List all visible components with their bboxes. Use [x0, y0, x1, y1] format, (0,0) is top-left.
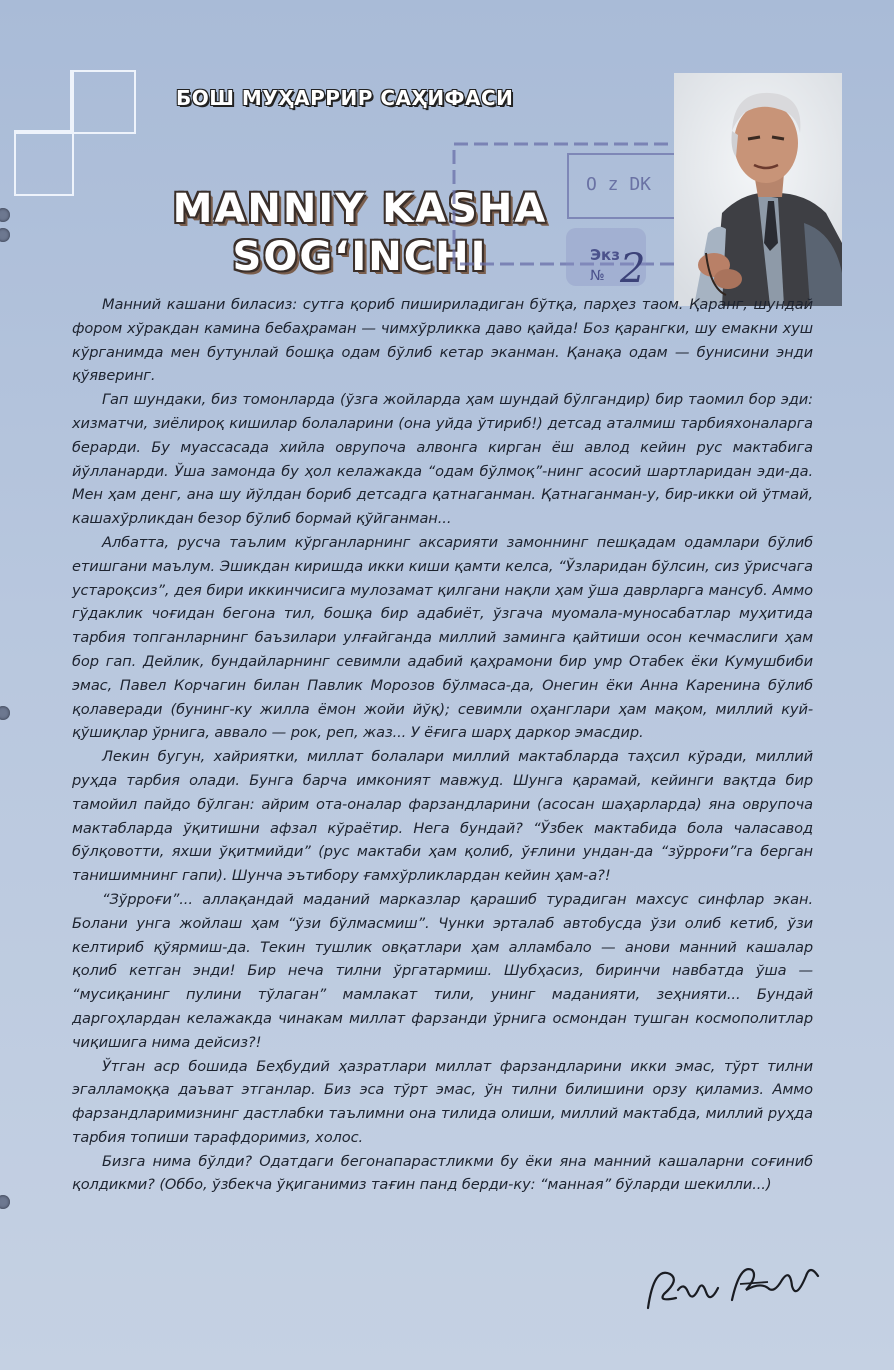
binder-hole: [0, 706, 10, 720]
binder-hole: [0, 208, 10, 222]
article-paragraph: Лекин бугун, хайриятки, миллат болалари миллий мактабларда таҳсил кўради, миллий руҳда тарбия олади. Бунга барча имконият мавжуд. Шунга қарамай, кейинги вақтда бир тамойил пайдо бўлган: айрим ота-оналар фарзандларини (асосан шаҳарларда) яна оврупоча мактабларда ўқитишни афзал кўраётир. Нега бундай? “Ўзбек мактабида бола чаласавод бўлқовотти, яхши ўқитмийди” (рус мактаби ҳам қолиб, ўғлини ундан-да “зўрроғи”га берган танишимнинг гапи). Шунча эътибору ғамхўрликлардан кейин ҳам-а?!: [72, 748, 813, 885]
article-paragraph: Ўтган аср бошида Беҳбудий ҳазратлари миллат фарзандларини икки эмас, тўрт тилни эгалламоққа даъват этганлар. Биз эса тўрт эмас, ўн тилни билишини орзу қиламиз. Аммо фарзандларимизнинг дастлабки таълимни она тилида олиши, миллий мактабда, миллий руҳда тарбия топиши тарафдоримиз, холос.: [72, 1057, 813, 1146]
article-title-line1: MANNIY KASHA: [172, 186, 548, 232]
binder-hole: [0, 1195, 10, 1209]
decorative-squares: [14, 70, 136, 195]
author-signature: [640, 1246, 830, 1326]
library-stamp: [450, 110, 710, 295]
section-label: БОШ МУҲАРРИР САҲИФАСИ: [176, 86, 514, 110]
stamp-handwritten-number: 2: [620, 246, 646, 292]
stamp-no-label: №: [590, 268, 605, 284]
article-paragraph: Албатта, русча таълим кўрганларнинг аксарияти замоннинг пешқадам одамлари бўлиб етишгани маълум. Эшикдан киришда икки киши қамти келса, “Ўзларидан бўлсин, сиз ўрисчага устароқсиз”, дея бири иккинчисига мулозамат қилгани нақли ҳам ўша даврларга мансуб. Аммо гўдаклик чоғидан бегона тил, бошқа бир адабиёт, ўзгача муомала-муносабатлар муҳитида тарбия топганларнинг баъзилари улғайганда миллий заминга қайтиши осон кечмаслиги ҳам бор гап. Дейлик, бундайларнинг севимли адабий қаҳрамони бир умр Отабек ёки Кумушбиби эмас, Павел Корчагин билан Павлик Морозов бўлмаса-да, Онегин ёки Анна Каренина бўлиб қолаверади (бунинг-ку жилла ёмон жойи йўқ); севимли оҳанглари ҳам мақом, миллий куй-қўшиқлар ўрнига, аввало — рок, реп, жаз... У ёғига шарҳ даркор эмасдир.: [72, 533, 813, 742]
stamp-text: O z DK: [586, 174, 652, 195]
article-paragraph: Бизга нима бўлди? Одатдаги бегонапарастликми бу ёки яна манний кашаларни соғиниб қолдикми? (Оббо, ўзбекча ўқиганимиз тағин панд берди-ку: “манная” бўларди шекилли...): [72, 1152, 813, 1194]
article-title-line2: SOG‘INCHI: [232, 234, 488, 280]
article-paragraph: Гап шундаки, биз томонларда (ўзга жойларда ҳам шундай бўлгандир) бир таомил бор эди: хизматчи, зиёлироқ кишилар болаларини (она уйда ўтириб!) детсад аталмиш тарбияхоналарга берарди. Бу муассасада хийла оврупоча алвонга кирган ёш авлод кейин рус мактабига йўлланарди. Ўша замонда бу ҳол келажакда “одам бўлмоқ”-нинг асосий шартларидан эди-да. Мен ҳам денг, ана шу йўлдан бориб детсадга қатнаганман. Қатнаганман-у, бир-икки ой ўтмай, кашахўрликдан безор бўлиб бормай қўйганман...: [72, 391, 813, 528]
article-paragraph: “Зўрроғи”... аллақандай маданий марказлар қарашиб турадиган махсус синфлар экан. Болани унга жойлаш ҳам “ўзи бўлмасмиш”. Чунки эрталаб автобусда ўзи олиб кетиб, ўзи келтириб қўярмиш-да. Текин тушлик овқатлари ҳам алламбало — анови манний кашалар қолиб кетган энди! Бир неча тилни ўргатармиш. Шубҳасиз, биринчи навбатда ўша — “мусиқанинг пулини тўлаган” мамлакат тили, унинг маданияти, зеҳнияти... Бундай даргоҳлардан келажакда чинакам миллат фарзанди ўрнига осмондан тушган космополитлар чиқишига нима дейсиз?!: [72, 890, 813, 1051]
binder-hole: [0, 228, 10, 242]
stamp-copy-label: Экз: [590, 246, 620, 264]
editor-portrait-photo: [674, 73, 842, 306]
article-paragraph: Манний кашани биласиз: сутга қориб пишириладиган бўтқа, парҳез таом. Қаранг, шундай фором хўракдан камина бебаҳраман — чимхўрликка даво қайда! Боз қарангки, шу емакни хуш кўрганимда мен бутунлай бошқа одам бўлиб кетар эканман. Қанақа одам — бунисини энди қўяверинг.: [72, 296, 813, 385]
article-body: [72, 293, 813, 1197]
